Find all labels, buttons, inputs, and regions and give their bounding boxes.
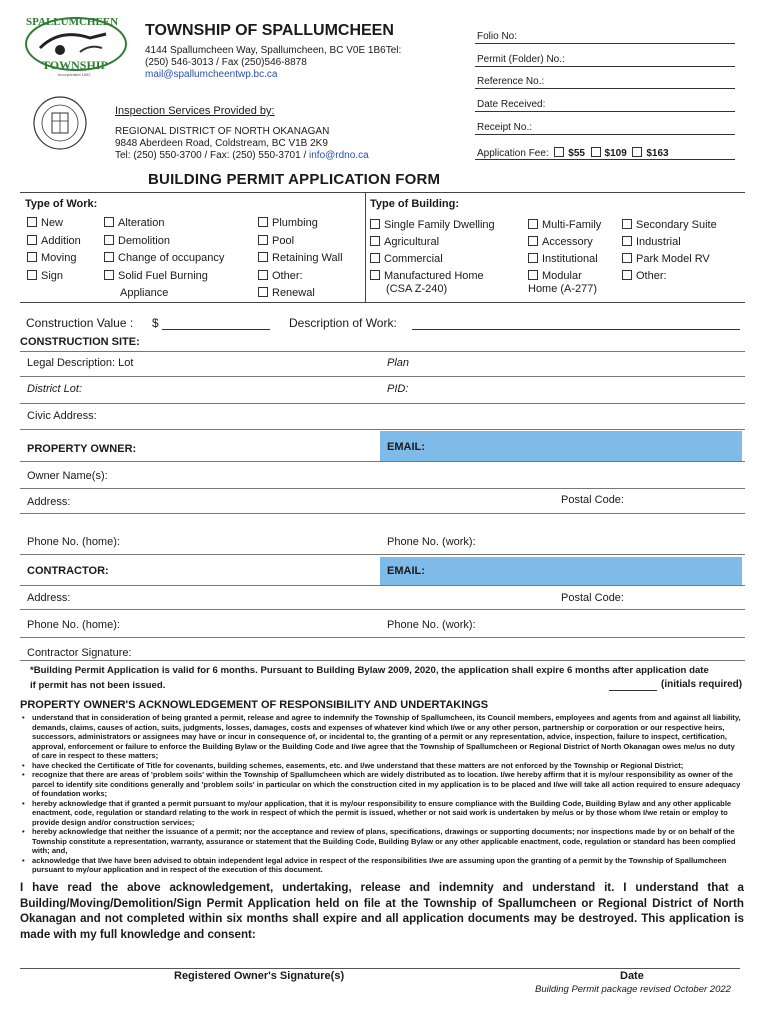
bldg-commercial[interactable]: Commercial	[370, 251, 495, 268]
work-change-occupancy[interactable]: Change of occupancy	[104, 250, 224, 268]
signature-label: Registered Owner's Signature(s)	[174, 970, 345, 982]
contractor-address: Address:	[27, 592, 71, 604]
fee-checkbox-109[interactable]	[591, 147, 601, 157]
owner-heading: PROPERTY OWNER:	[27, 443, 137, 455]
ack-item: • recognize that there are areas of 'problem soils' within the Township of Spallumcheen which are widely distributed as to location. I/we hereby affirm that it is my/our responsibility as owner of the parcel to identify site conditions generally and 'problem soils' in particular on which the construction cited in my application is to be placed and I/we will take all action required to ensure adequacy of foundation works;	[20, 770, 742, 799]
pid-label: PID:	[387, 383, 409, 395]
work-alteration[interactable]: Alteration	[104, 215, 224, 233]
owner-email-label: EMAIL:	[387, 441, 425, 453]
township-logo	[20, 14, 132, 78]
validity-note-2: if permit has not been issued.	[30, 680, 166, 691]
fee-checkbox-55[interactable]	[554, 147, 564, 157]
ack-item: • acknowledge that I/we have been advised to obtain independent legal advice in respect of the responsibilities I/we are assuming upon the granting of a permit by the Township of Spallumcheen pursuant to my/our application and in respect of the execution of this document.	[20, 856, 742, 875]
construction-value-field[interactable]	[162, 329, 270, 330]
rdno-tel: Tel: (250) 550-3700 / Fax: (250) 550-3701 /	[115, 150, 310, 161]
owner-address: Address:	[27, 496, 71, 508]
logo-text-bottom: TOWNSHIP	[42, 58, 108, 72]
consent-statement: I have read the above acknowledgement, undertaking, release and indemnity and understand it. I understand that a Building/Moving/Demolition/Sign Permit Application held on file at the Township of Spallumcheen or Regional District of North Okanagan and not completed within six months shall expire and all application documents may be destroyed. This application is made with my full knowledge and consent:	[20, 881, 744, 941]
work-renewal[interactable]: Renewal	[258, 285, 343, 303]
work-new[interactable]: New	[27, 215, 81, 233]
contractor-postal: Postal Code:	[561, 592, 624, 604]
org-name: TOWNSHIP OF SPALLUMCHEEN	[145, 22, 394, 39]
work-col-3	[258, 215, 343, 303]
bldg-agricultural[interactable]: Agricultural	[370, 234, 495, 251]
date-received-label: Date Received:	[477, 99, 546, 110]
work-solid-fuel-extra: Appliance	[120, 287, 169, 299]
site-heading: CONSTRUCTION SITE:	[20, 336, 140, 348]
currency-symbol: $	[152, 316, 159, 330]
date-label: Date	[620, 970, 644, 982]
fee-option-109: $109	[604, 148, 627, 159]
fee-option-55: $55	[568, 148, 585, 159]
contractor-email-label: EMAIL:	[387, 565, 425, 577]
type-of-work-label: Type of Work:	[25, 198, 98, 210]
bldg-single-family[interactable]: Single Family Dwelling	[370, 217, 495, 234]
ack-item: • understand that in consideration of being granted a permit, release and agree to indemnify the Township of Spallumcheen, its Council members, employees and agents from and against all liability, demands, claims, causes of action, suits, judgments, losses, damages, costs and expenses of whatever kind which I/we or any other person, partnership or corporation or our respective heirs, successors, administrators or assignees may have or incur in consequence of, or incidental to, the granting of a permit or any representation, advice, inspection, failure to inspect, certification, approval, enforcement or failure to enforce the Building Bylaw or the Building Code and I/we agree that the Township of Spallumcheen or Regional District of North Okanagan owes me/us no duty of care in respect to these matters;	[20, 713, 742, 761]
work-moving[interactable]: Moving	[27, 250, 81, 268]
description-label: Description of Work:	[289, 316, 397, 330]
work-col-1	[27, 215, 81, 285]
work-plumbing[interactable]: Plumbing	[258, 215, 343, 233]
bldg-secondary-suite[interactable]: Secondary Suite	[622, 217, 717, 234]
logo-incorporated: Incorporated 1892	[58, 72, 91, 77]
permit-label: Permit (Folder) No.:	[477, 54, 565, 65]
ack-list	[20, 713, 742, 875]
district-lot: District Lot:	[27, 383, 83, 395]
form-title: BUILDING PERMIT APPLICATION FORM	[148, 171, 441, 188]
org-address-2: (250) 546-3013 / Fax (250)546-8878	[145, 57, 307, 68]
fee-checkbox-163[interactable]	[632, 147, 642, 157]
bldg-manufactured-extra: (CSA Z-240)	[386, 283, 448, 295]
application-fee	[477, 147, 669, 159]
bldg-industrial[interactable]: Industrial	[622, 234, 717, 251]
bldg-park-model[interactable]: Park Model RV	[622, 251, 717, 268]
bldg-accessory[interactable]: Accessory	[528, 234, 601, 251]
rdno-name: REGIONAL DISTRICT OF NORTH OKANAGAN	[115, 126, 330, 137]
work-pool[interactable]: Pool	[258, 233, 343, 251]
owner-signature-field[interactable]	[20, 968, 740, 969]
initials-label: (initials required)	[661, 679, 743, 690]
ack-item: • hereby acknowledge that if granted a permit pursuant to my/our application, that it is my/our responsibility to ensure compliance with the Building Code, Building Bylaw and any other applicable enactment, code, regulation or standard relating to the work in respect of which the permit is issued, whether or not said work is undertaken by me/us or by those whom I/we retain or employ to provide design and/or construction services;	[20, 799, 742, 828]
reference-label: Reference No.:	[477, 76, 545, 87]
owner-phone-home: Phone No. (home):	[27, 536, 120, 548]
building-col-1	[370, 217, 495, 298]
work-retaining-wall[interactable]: Retaining Wall	[258, 250, 343, 268]
receipt-label: Receipt No.:	[477, 122, 533, 133]
owner-names: Owner Name(s):	[27, 470, 108, 482]
org-email[interactable]: mail@spallumcheentwp.bc.ca	[145, 69, 278, 80]
work-sign[interactable]: Sign	[27, 268, 81, 286]
type-of-building-label: Type of Building:	[370, 198, 460, 210]
work-solid-fuel[interactable]: Solid Fuel Burning	[104, 268, 224, 286]
civic-address: Civic Address:	[27, 410, 97, 422]
ack-item: • have checked the Certificate of Title for covenants, building schemes, easements, etc. and I/we understand that these matters are not enforced by the Township or Regional District;	[20, 761, 742, 771]
initials-field[interactable]	[609, 690, 657, 691]
building-col-3	[622, 217, 717, 285]
work-other[interactable]: Other:	[258, 268, 343, 286]
bldg-institutional[interactable]: Institutional	[528, 251, 601, 268]
contractor-phone-work: Phone No. (work):	[387, 619, 476, 631]
work-col-2	[104, 215, 224, 303]
footer-revision: Building Permit package revised October 2022	[535, 984, 731, 995]
rdno-email[interactable]: info@rdno.ca	[309, 150, 369, 161]
org-email-link[interactable]	[145, 69, 277, 80]
bldg-multi-family[interactable]: Multi-Family	[528, 217, 601, 234]
validity-note: *Building Permit Application is valid for 6 months. Pursuant to Building Bylaw 2009, 2020, the application shall expire 6 months after application date	[30, 665, 709, 676]
org-address-1: 4144 Spallumcheen Way, Spallumcheen, BC V0E 1B6Tel:	[145, 45, 402, 56]
fee-label: Application Fee:	[477, 148, 549, 159]
bldg-other[interactable]: Other:	[622, 268, 717, 285]
ack-heading: PROPERTY OWNER'S ACKNOWLEDGEMENT OF RESPONSIBILITY AND UNDERTAKINGS	[20, 699, 489, 711]
contractor-heading: CONTRACTOR:	[27, 565, 109, 577]
plan-label: Plan	[387, 357, 410, 369]
rdno-contact	[115, 150, 369, 161]
logo-text-top: SPALLUMCHEEN	[26, 16, 119, 28]
bldg-modular[interactable]: Modular	[528, 268, 601, 285]
contractor-email-highlight[interactable]	[380, 557, 742, 585]
construction-value-label: Construction Value :	[26, 316, 134, 330]
description-field[interactable]	[412, 329, 740, 330]
inspection-title: Inspection Services Provided by:	[115, 105, 275, 117]
bldg-modular-extra: Home (A-277)	[528, 283, 598, 295]
owner-email-highlight[interactable]	[380, 431, 742, 461]
rdno-seal	[32, 95, 88, 151]
work-demolition[interactable]: Demolition	[104, 233, 224, 251]
rdno-address: 9848 Aberdeen Road, Coldstream, BC V1B 2K9	[115, 138, 328, 149]
fee-option-163: $163	[646, 148, 669, 159]
work-addition[interactable]: Addition	[27, 233, 81, 251]
legal-description: Legal Description: Lot	[27, 357, 134, 369]
bldg-manufactured-home[interactable]: Manufactured Home	[370, 268, 495, 285]
contractor-signature: Contractor Signature:	[27, 647, 132, 659]
ack-item: • hereby acknowledge that neither the issuance of a permit; nor the acceptance and review of plans, specifications, drawings or supporting documents; nor inspections made by or on behalf of the Township constitute a representation, warranty, assurance or statement that the Building Code, Building Bylaw or any other applicable enactment, code, regulation or standard has been complied with; and,	[20, 827, 742, 856]
contractor-phone-home: Phone No. (home):	[27, 619, 120, 631]
owner-phone-work: Phone No. (work):	[387, 536, 476, 548]
owner-postal: Postal Code:	[561, 494, 624, 506]
building-col-2	[528, 217, 601, 298]
folio-label: Folio No:	[477, 31, 518, 42]
